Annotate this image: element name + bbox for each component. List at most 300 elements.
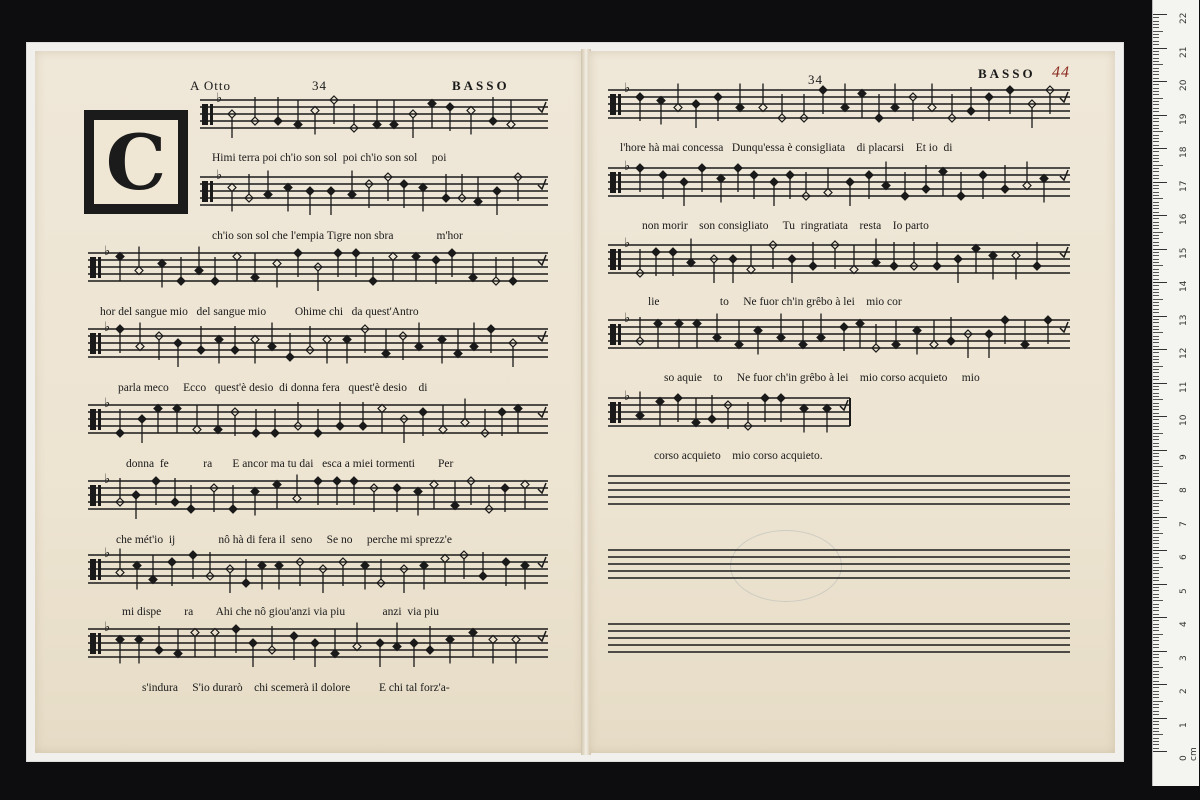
left-part-name: BASSO [452,78,510,93]
note-head-icon [1033,262,1041,270]
ruler-minor-tick [1153,71,1159,72]
ruler-minor-tick [1153,426,1159,427]
note-head-icon [750,171,758,179]
ruler-minor-tick [1153,125,1159,126]
ruler-minor-tick [1153,44,1159,45]
ruler-minor-tick [1153,523,1159,524]
c-clef-icon [98,559,101,580]
ruler-minor-tick [1153,58,1159,59]
ruler-minor-tick [1153,567,1163,568]
ruler-major-tick [1153,349,1167,350]
ruler-label: 15 [1179,247,1189,259]
ruler-label: 19 [1179,113,1189,125]
ruler-minor-tick [1153,295,1159,296]
note-head-icon [669,248,677,256]
ruler-minor-tick [1153,302,1159,303]
left-lyric-line: Himi terra poi ch'io son sol poi ch'io son sol poi [212,152,447,164]
ruler-minor-tick [1153,24,1159,25]
note-head-icon [979,171,987,179]
note-head-icon [636,93,644,101]
ruler-major-tick [1153,282,1167,283]
ruler-minor-tick [1153,496,1159,497]
note-head-icon [271,429,279,437]
note-head-icon [174,339,182,347]
c-clef-icon [618,94,621,115]
c-clef-icon [610,324,616,345]
note-head-icon [432,256,440,264]
ruler-major-tick [1153,651,1167,652]
ruler-minor-tick [1153,553,1159,554]
ruler-minor-tick [1153,222,1159,223]
ruler-minor-tick [1153,506,1159,507]
note-head-icon [197,346,205,354]
ruler-minor-tick [1153,654,1159,655]
note-head-icon [311,639,319,647]
ruler-minor-tick [1153,731,1159,732]
ruler-minor-tick [1153,560,1159,561]
note-head-icon [636,164,644,172]
ruler-minor-tick [1153,443,1159,444]
note-head-icon [187,505,195,513]
ruler-minor-tick [1153,299,1163,300]
note-head-icon [509,277,517,285]
left-lyric-line: s'indura S'io durarò chi scemerà il dolore E chi tal forz'a- [142,682,450,694]
ruler-minor-tick [1153,242,1159,243]
note-head-icon [132,491,140,499]
ruler-minor-tick [1153,289,1159,290]
ruler-minor-tick [1153,694,1159,695]
note-head-icon [865,171,873,179]
note-head-icon [502,558,510,566]
ruler-minor-tick [1153,185,1159,186]
ruler-minor-tick [1153,413,1159,414]
ruler-major-tick [1153,215,1167,216]
ruler-minor-tick [1153,336,1159,337]
ruler-minor-tick [1153,714,1159,715]
ruler-minor-tick [1153,711,1159,712]
ruler-major-tick [1153,718,1167,719]
left-lyric-line: mi dispe ra Ahi che nô giou'anzi via piu anzi via piu [122,606,439,618]
note-head-icon [487,325,495,333]
note-head-icon [1001,185,1009,193]
ruler-label: 11 [1179,381,1189,393]
note-head-icon [333,477,341,485]
ruler-label: 4 [1179,621,1189,627]
note-head-icon [369,277,377,285]
ruler-minor-tick [1153,697,1159,698]
ruler-minor-tick [1153,436,1159,437]
ruler-major-tick [1153,617,1167,618]
note-head-icon [294,249,302,257]
flat-sign-icon: ♭ [104,244,111,259]
ruler-minor-tick [1153,664,1159,665]
ruler-minor-tick [1153,168,1159,169]
ruler-minor-tick [1153,17,1159,18]
ruler-minor-tick [1153,393,1159,394]
note-head-icon [493,187,501,195]
note-head-icon [359,422,367,430]
ruler-minor-tick [1153,165,1163,166]
note-head-icon [286,353,294,361]
ruler-minor-tick [1153,259,1159,260]
ruler-major-tick [1153,416,1167,417]
ruler-minor-tick [1153,634,1163,635]
ruler-minor-tick [1153,728,1159,729]
ruler-minor-tick [1153,118,1159,119]
note-head-icon [410,639,418,647]
ruler-minor-tick [1153,647,1159,648]
ruler-minor-tick [1153,175,1159,176]
ruler-minor-tick [1153,232,1163,233]
ruler-major-tick [1153,483,1167,484]
ruler-minor-tick [1153,205,1159,206]
c-clef-icon [618,402,621,423]
right-lyric-line: non morir son consigliato Tu ringratiata resta Io parto [642,220,929,232]
ruler-minor-tick [1153,279,1159,280]
left-lyric-line: parla meco Ecco quest'è desio di donna fera quest'è desio di [118,382,428,394]
c-clef-icon [98,333,101,354]
ruler-minor-tick [1153,594,1159,595]
note-head-icon [168,558,176,566]
ruler-minor-tick [1153,228,1159,229]
ruler-minor-tick [1153,520,1159,521]
ruler-minor-tick [1153,346,1159,347]
ruler-minor-tick [1153,339,1159,340]
ruler-label: 6 [1179,554,1189,560]
ruler-minor-tick [1153,486,1159,487]
ruler-minor-tick [1153,352,1159,353]
ruler-minor-tick [1153,570,1159,571]
note-head-icon [729,255,737,263]
note-head-icon [306,187,314,195]
ruler-minor-tick [1153,563,1159,564]
note-head-icon [680,178,688,186]
ruler-minor-tick [1153,198,1163,199]
ruler-label: 9 [1179,453,1189,460]
ruler-label: 2 [1179,688,1189,694]
ruler-minor-tick [1153,78,1159,79]
ruler-minor-tick [1153,128,1159,129]
ruler-minor-tick [1153,577,1159,578]
ruler-minor-tick [1153,84,1159,85]
ruler-label: 7 [1179,520,1189,527]
note-head-icon [152,477,160,485]
ruler-minor-tick [1153,101,1159,102]
ruler-minor-tick [1153,530,1159,531]
ruler-minor-tick [1153,470,1159,471]
c-clef-icon [618,249,621,270]
ruler-minor-tick [1153,741,1159,742]
ruler-minor-tick [1153,510,1159,511]
ruler-minor-tick [1153,406,1159,407]
c-clef-icon [210,104,213,125]
ruler-minor-tick [1153,661,1159,662]
note-head-icon [714,93,722,101]
note-head-icon [350,477,358,485]
ruler-minor-tick [1153,98,1163,99]
flat-sign-icon: ♭ [104,620,111,635]
ruler-minor-tick [1153,54,1159,55]
c-clef-icon [610,249,616,270]
ruler-minor-tick [1153,540,1159,541]
ruler-minor-tick [1153,74,1159,75]
note-head-icon [708,415,716,423]
ruler-minor-tick [1153,61,1159,62]
ruler-minor-tick [1153,527,1159,528]
note-head-icon [692,100,700,108]
ruler-label: 10 [1179,414,1189,426]
ruler-minor-tick [1153,275,1159,276]
ruler-minor-tick [1153,590,1159,591]
ruler-minor-tick [1153,463,1159,464]
ruler-minor-tick [1153,453,1159,454]
ruler-minor-tick [1153,573,1159,574]
ruler-major-tick [1153,14,1167,15]
right-lyric-line: lie to Ne fuor ch'in grêbo à lei mio cor [648,296,902,308]
ruler-minor-tick [1153,68,1159,69]
ruler-major-tick [1153,115,1167,116]
note-head-icon [419,408,427,416]
note-head-icon [274,117,282,125]
ruler-minor-tick [1153,178,1159,179]
ruler-minor-tick [1153,362,1159,363]
note-head-icon [933,262,941,270]
ruler-minor-tick [1153,21,1159,22]
note-head-icon [1044,316,1052,324]
note-head-icon [171,498,179,506]
ruler-minor-tick [1153,409,1159,410]
note-head-icon [290,632,298,640]
ruler-minor-tick [1153,255,1159,256]
ruler-label: 0 cm [1179,747,1199,761]
ruler-minor-tick [1153,322,1159,323]
note-head-icon [442,194,450,202]
ruler-minor-tick [1153,94,1159,95]
ruler-label: 3 [1179,654,1189,661]
ruler-minor-tick [1153,667,1163,668]
ruler-minor-tick [1153,396,1159,397]
note-head-icon [116,429,124,437]
note-head-icon [1001,316,1009,324]
flat-sign-icon: ♭ [624,389,631,404]
c-clef-icon [610,94,616,115]
ruler-minor-tick [1153,476,1159,477]
ruler-minor-tick [1153,744,1159,745]
ruler-minor-tick [1153,640,1159,641]
ruler-minor-tick [1153,724,1159,725]
ruler-minor-tick [1153,269,1159,270]
ruler-minor-tick [1153,208,1159,209]
ruler-minor-tick [1153,419,1159,420]
note-head-icon [376,639,384,647]
ruler-minor-tick [1153,285,1159,286]
ruler-major-tick [1153,584,1167,585]
ruler-minor-tick [1153,202,1159,203]
note-head-icon [698,164,706,172]
c-clef-icon [90,485,96,506]
right-lyric-line: so aquie to Ne fuor ch'in grêbo à lei mio corso acquieto mio [664,372,980,384]
note-head-icon [659,171,667,179]
right-lyric-line: corso acquieto mio corso acquieto. [654,450,823,462]
ruler-minor-tick [1153,614,1159,615]
note-head-icon [840,323,848,331]
ruler-minor-tick [1153,460,1159,461]
c-clef-icon [98,257,101,278]
ruler-minor-tick [1153,644,1159,645]
ruler-minor-tick [1153,369,1159,370]
note-head-icon [674,394,682,402]
note-head-icon [901,192,909,200]
ruler-minor-tick [1153,238,1159,239]
ruler-major-tick [1153,383,1167,384]
ruler-minor-tick [1153,51,1159,52]
ruler-minor-tick [1153,557,1159,558]
note-head-icon [400,180,408,188]
ruler-minor-tick [1153,433,1163,434]
c-clef-icon [90,633,96,654]
ruler-minor-tick [1153,681,1159,682]
c-clef-icon [98,633,101,654]
note-head-icon [890,262,898,270]
ruler-minor-tick [1153,104,1159,105]
left-page-number: 34 [312,78,327,93]
ruler-minor-tick [1153,677,1159,678]
ruler-minor-tick [1153,372,1159,373]
left-lyric-line: hor del sangue mio del sangue mio Ohime chi da quest'Antro [100,306,419,318]
note-head-icon [985,330,993,338]
ruler-minor-tick [1153,480,1159,481]
ruler-label: 12 [1179,347,1189,359]
ruler-minor-tick [1153,674,1159,675]
ruler-minor-tick [1153,41,1159,42]
flat-sign-icon: ♭ [104,320,111,335]
ruler-label: 8 [1179,487,1189,493]
ruler-minor-tick [1153,292,1159,293]
ruler-minor-tick [1153,671,1159,672]
note-head-icon [788,255,796,263]
ruler-major-tick [1153,450,1167,451]
note-head-icon [1006,86,1014,94]
ruler-minor-tick [1153,329,1159,330]
ruler-label: 1 [1179,721,1189,728]
note-head-icon [957,192,965,200]
flat-sign-icon: ♭ [104,396,111,411]
ruler-major-tick [1153,550,1167,551]
ruler-minor-tick [1153,161,1159,162]
ruler-minor-tick [1153,225,1159,226]
ruler-minor-tick [1153,543,1159,544]
ruler-minor-tick [1153,108,1159,109]
ruler-label: 18 [1179,146,1189,158]
ruler-minor-tick [1153,597,1159,598]
note-head-icon [155,646,163,654]
ruler-minor-tick [1153,195,1159,196]
note-head-icon [446,103,454,111]
ruler-minor-tick [1153,151,1159,152]
manuscript-folio-number: 44 [1052,64,1070,81]
note-head-icon [846,178,854,186]
note-head-icon [314,477,322,485]
flat-sign-icon: ♭ [216,91,223,106]
ruler-minor-tick [1153,359,1159,360]
flat-sign-icon: ♭ [624,236,631,251]
ruler-minor-tick [1153,473,1159,474]
note-head-icon [116,325,124,333]
ruler-minor-tick [1153,627,1159,628]
note-head-icon [498,408,506,416]
ruler-minor-tick [1153,704,1159,705]
ruler-minor-tick [1153,637,1159,638]
note-head-icon [138,415,146,423]
ruler-label: 17 [1179,180,1189,192]
note-head-icon [967,107,975,115]
ruler-minor-tick [1153,135,1159,136]
ruler-label: 16 [1179,213,1189,225]
flat-sign-icon: ♭ [624,311,631,326]
note-head-icon [479,572,487,580]
note-head-icon [770,178,778,186]
flat-sign-icon: ♭ [104,546,111,561]
note-head-icon [177,277,185,285]
left-lyric-line: che mét'io ij nô hà di fera il seno Se no perche mi sprezz'e [116,534,452,546]
note-head-icon [231,346,239,354]
c-clef-icon [610,402,616,423]
ruler-minor-tick [1153,721,1159,722]
ruler-minor-tick [1153,604,1159,605]
ruler-minor-tick [1153,429,1159,430]
c-clef-icon [202,181,208,202]
ruler-minor-tick [1153,262,1159,263]
note-head-icon [985,93,993,101]
ruler-label: 21 [1179,46,1189,58]
ruler-label: 20 [1179,79,1189,91]
ruler-major-tick [1153,48,1167,49]
right-page-number: 34 [808,72,823,87]
ruler-minor-tick [1153,399,1163,400]
ruler-minor-tick [1153,493,1159,494]
c-clef-icon [90,257,96,278]
note-head-icon [393,484,401,492]
ruler-minor-tick [1153,456,1159,457]
ruler-minor-tick [1153,305,1159,306]
flat-sign-icon: ♭ [104,472,111,487]
note-head-icon [777,394,785,402]
ruler-minor-tick [1153,121,1159,122]
ruler-minor-tick [1153,376,1159,377]
note-head-icon [229,505,237,513]
ruler-minor-tick [1153,587,1159,588]
ruler-minor-tick [1153,701,1163,702]
ruler-minor-tick [1153,620,1159,621]
ruler-major-tick [1153,517,1167,518]
left-lyric-line: donna fe ra E ancor ma tu dai esca a miei tormenti Per [126,458,454,470]
c-clef-icon [202,104,208,125]
ruler-minor-tick [1153,446,1159,447]
ruler-minor-tick [1153,691,1159,692]
c-clef-icon [618,172,621,193]
ruler-minor-tick [1153,466,1163,467]
ruler-minor-tick [1153,624,1159,625]
note-head-icon [922,185,930,193]
ruler-label: 22 [1179,12,1189,24]
ruler-minor-tick [1153,600,1163,601]
note-head-icon [352,249,360,257]
ruler-minor-tick [1153,64,1163,65]
note-head-icon [336,422,344,430]
ruler-minor-tick [1153,37,1159,38]
ruler-minor-tick [1153,145,1159,146]
ruler-minor-tick [1153,657,1159,658]
